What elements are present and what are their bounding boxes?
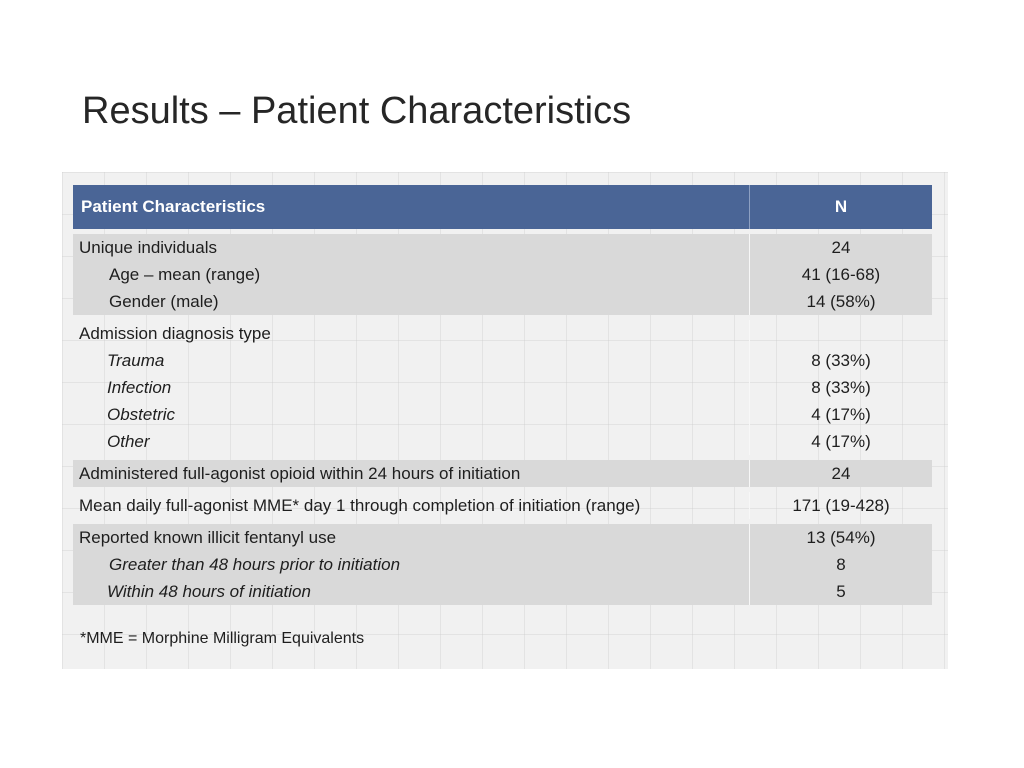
- row-label-trauma: Trauma: [107, 351, 165, 370]
- row-value-infection: 8 (33%): [811, 378, 871, 397]
- row-value-fentanyl-use: 13 (54%): [806, 528, 876, 547]
- row-label-age: Age – mean (range): [109, 265, 261, 284]
- table-row-opioid-administered: [73, 460, 932, 487]
- row-label-gender: Gender (male): [109, 292, 219, 311]
- row-value-obstetric: 4 (17%): [811, 405, 871, 424]
- row-label-other: Other: [107, 432, 150, 451]
- row-label-infection: Infection: [107, 378, 172, 397]
- header-characteristics: Patient Characteristics: [73, 185, 750, 229]
- row-value-opioid-administered: 24: [831, 464, 851, 483]
- table-row-demographics: [73, 234, 932, 315]
- row-label-obstetric: Obstetric: [107, 405, 176, 424]
- row-label-unique-individuals: Unique individuals: [79, 238, 217, 257]
- table-footnote: *MME = Morphine Milligram Equivalents: [80, 630, 365, 647]
- row-value-within-48h: 5: [836, 582, 846, 601]
- row-value-trauma: 8 (33%): [811, 351, 871, 370]
- row-label-mean-daily-mme: Mean daily full-agonist MME* day 1 through completion of initiation (range): [79, 496, 641, 515]
- slide-title: Results – Patient Characteristics: [82, 90, 632, 132]
- row-label-greater-than-48h: Greater than 48 hours prior to initiation: [109, 555, 401, 574]
- header-n: N: [750, 185, 933, 229]
- row-value-age: 41 (16-68): [801, 265, 881, 284]
- table-header-row: [73, 185, 932, 229]
- row-value-other: 4 (17%): [811, 432, 871, 451]
- table-row-mean-daily-mme: [73, 492, 932, 519]
- row-label-fentanyl-use: Reported known illicit fentanyl use: [79, 528, 337, 547]
- row-value-gender: 14 (58%): [806, 292, 876, 311]
- row-value-mean-daily-mme: 171 (19-428): [792, 496, 890, 515]
- table-row-fentanyl-use: [73, 524, 932, 605]
- row-label-within-48h: Within 48 hours of initiation: [107, 582, 311, 601]
- row-value-unique-individuals: 24: [831, 238, 851, 257]
- row-value-greater-than-48h: 8: [836, 555, 846, 574]
- row-label-admission-diagnosis: Admission diagnosis type: [79, 324, 271, 343]
- table-row-admission-diagnosis: [73, 320, 932, 455]
- row-label-opioid-administered: Administered full-agonist opioid within 24 hours of initiation: [79, 464, 521, 483]
- patient-characteristics-table: [73, 185, 932, 605]
- row-value-admission-diagnosis: [756, 320, 926, 347]
